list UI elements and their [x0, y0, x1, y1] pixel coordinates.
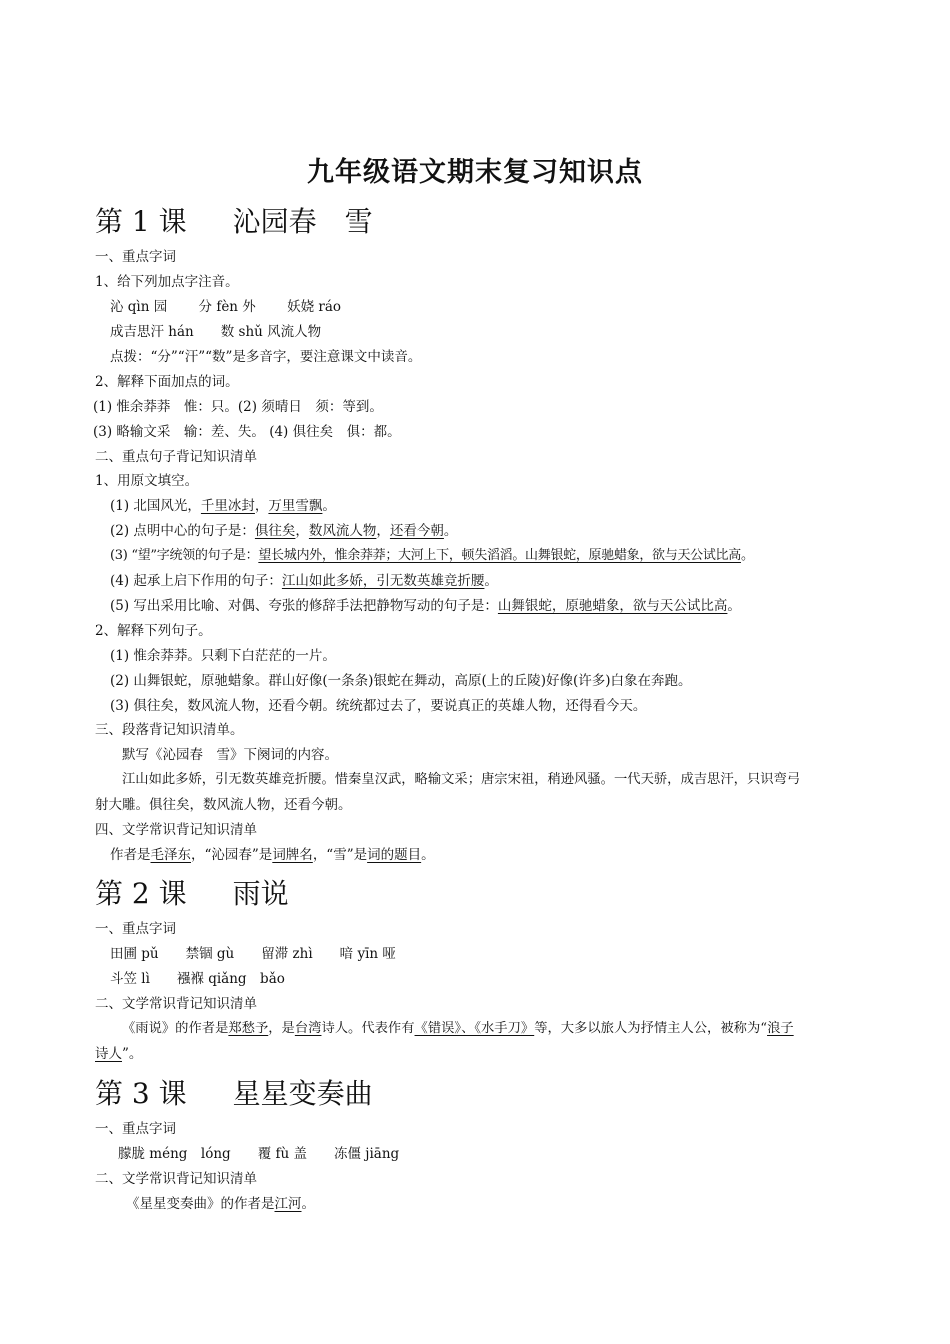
sentence-explanation: (2) 山舞银蛇，原驰蜡象。群山好像(一条条)银蛇在舞动，高原(上的丘陵)好像(许多)白象在奔跑。 [110, 673, 692, 689]
document-title: 九年级语文期末复习知识点 [307, 157, 643, 188]
lesson-3-heading [95, 1072, 373, 1112]
text: (3) “望”字统领的句子是： [110, 548, 259, 563]
question: 1、用原文填空。 [95, 473, 199, 489]
text: 。 [421, 847, 435, 863]
sentence-explanation: (1) 惟余莽莽。只剩下白茫茫的一片。 [110, 648, 336, 664]
lesson-3-number: 第 3 课 [95, 1077, 187, 1110]
fill-blank-line [110, 547, 754, 565]
answer: 郑愁予 [228, 1021, 269, 1036]
author-line [110, 846, 435, 864]
text: ，“沁园春”是 [191, 847, 273, 863]
paragraph-line: 射大雕。俱往矣，数风流人物，还看今朝。 [95, 797, 352, 813]
paragraph-line: 江山如此多娇，引无数英雄竞折腰。惜秦皇汉武，略输文采；唐宗宋祖，稍逊风骚。一代天骄，成吉思汗，只识弯弓 [122, 772, 801, 787]
answer: 还看今朝 [389, 523, 444, 539]
answer: 江山如此多娇，引无数英雄竞折腰 [281, 573, 485, 589]
lesson-3-name: 星星变奏曲 [232, 1077, 373, 1110]
answer: 千里冰封 [200, 498, 255, 514]
word-explanation: (1) 惟余莽莽 惟：只。(2) 须晴日 须：等到。 [93, 399, 383, 415]
text: 。 [322, 498, 336, 514]
answer: 数风流人物 [308, 523, 377, 539]
lesson-1-name: 沁园春 雪 [232, 205, 373, 238]
text: 。 [484, 573, 498, 589]
text: 诗人。代表作有 [321, 1021, 415, 1036]
text: 《星星变奏曲》的作者是 [126, 1196, 275, 1212]
text: 。 [443, 523, 458, 539]
answer: 万里雪飘 [268, 498, 323, 514]
text: ， [295, 523, 309, 539]
text: (4) 起承上启下作用的句子： [110, 573, 282, 589]
paragraph-line: 默写《沁园春 雪》下阕词的内容。 [122, 747, 338, 763]
text: (5) 写出采用比喻、对偶、夸张的修辞手法把静物写动的句子是： [110, 598, 498, 614]
question: 2、解释下列句子。 [95, 623, 212, 639]
fill-blank-line [110, 522, 457, 540]
sentence-explanation: (3) 俱往矣，数风流人物，还看今朝。统统都过去了，要说真正的英雄人物，还得看今天。 [110, 698, 647, 714]
answer: 台湾 [294, 1021, 322, 1036]
pinyin-line: 成吉思汗 hán 数 shǔ 风流人物 [110, 324, 322, 340]
pinyin-line: 斗笠 lì 襁褓 qiǎng bǎo [110, 971, 285, 987]
answer: 诗人 [95, 1046, 122, 1062]
text: 。 [740, 548, 754, 563]
text: (1) 北国风光， [110, 498, 201, 514]
lesson-2-name: 雨说 [232, 877, 289, 910]
section-heading: 四、文学常识背记知识清单 [95, 822, 257, 838]
lesson-1-number: 第 1 课 [95, 205, 187, 238]
text: ，是 [268, 1021, 295, 1036]
lesson-2-number: 第 2 课 [95, 877, 187, 910]
fill-blank-line [110, 597, 741, 615]
text: ， [254, 498, 269, 514]
answer: 浪子 [767, 1021, 794, 1036]
answer: 山舞银蛇，原驰蜡象，欲与天公试比高 [497, 598, 728, 614]
pinyin-line: 田圃 pǔ 禁锢 gù 留滞 zhì 喑 yīn 哑 [110, 946, 396, 962]
answer: 俱往矣 [254, 523, 296, 539]
answer: 词牌名 [272, 847, 313, 863]
question: 1、给下列加点字注音。 [95, 274, 239, 290]
text: ，“雪”是 [312, 847, 368, 863]
section-heading: 一、重点字词 [95, 249, 176, 265]
section-heading: 一、重点字词 [95, 921, 176, 937]
text: ， [376, 523, 390, 539]
author-line [122, 1020, 794, 1038]
answer: 词的题目 [367, 847, 422, 863]
word-explanation: (3) 略输文采 输：差、失。 (4) 俱往矣 俱：都。 [93, 424, 401, 440]
pinyin-line: 沁 qìn 园 分 fèn 外 妖娆 ráo [110, 299, 342, 315]
question: 2、解释下面加点的词。 [95, 374, 239, 390]
answer: 《错误》、《水手刀》 [414, 1021, 535, 1036]
lesson-1-heading [95, 200, 373, 240]
text: 作者是 [110, 847, 151, 863]
section-heading: 二、文学常识背记知识清单 [95, 996, 257, 1012]
author-line [126, 1195, 315, 1213]
pinyin-line: 朦胧 méng lóng 覆 fù 盖 冻僵 jiāng [118, 1146, 400, 1162]
section-heading: 二、重点句子背记知识清单 [95, 449, 257, 465]
author-line-continued [95, 1045, 142, 1063]
fill-blank-line [110, 572, 498, 590]
answer: 望长城内外，惟余莽莽；大河上下，顿失滔滔。山舞银蛇，原驰蜡象，欲与天公试比高 [258, 548, 741, 563]
answer: 江河 [274, 1196, 302, 1212]
section-heading: 二、文学常识背记知识清单 [95, 1171, 257, 1187]
fill-blank-line [110, 497, 336, 515]
text: (2) 点明中心的句子是： [110, 523, 255, 539]
text: 。 [727, 598, 741, 614]
text: 。 [301, 1196, 315, 1212]
text: 《雨说》的作者是 [122, 1021, 229, 1036]
section-heading: 三、段落背记知识清单。 [95, 722, 244, 738]
answer: 毛泽东 [150, 847, 191, 863]
text: ”。 [122, 1046, 143, 1062]
text: 等，大多以旅人为抒情主人公，被称为“ [534, 1021, 768, 1036]
section-heading: 一、重点字词 [95, 1121, 176, 1137]
lesson-2-heading [95, 872, 289, 912]
tip-line: 点拨：“分”“汗”“数”是多音字，要注意课文中读音。 [110, 349, 422, 365]
